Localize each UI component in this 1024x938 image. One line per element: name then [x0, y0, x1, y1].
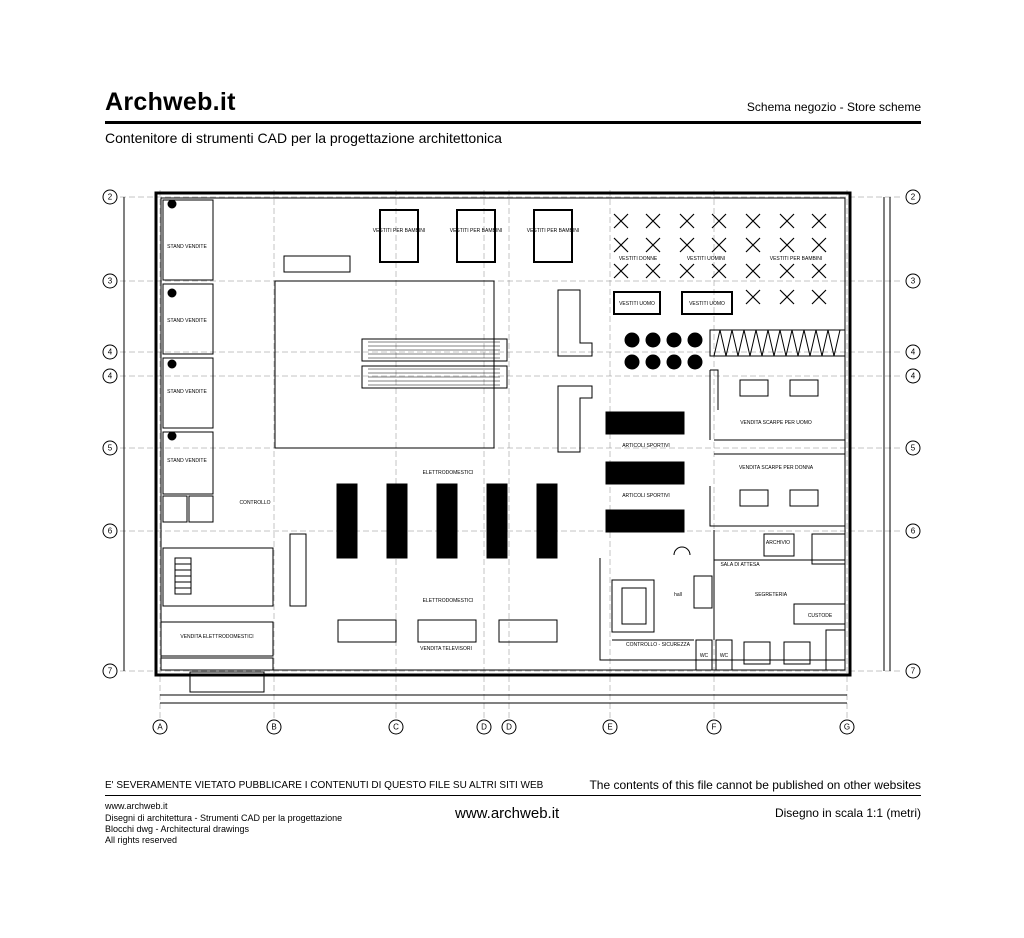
- room-label: ARTICOLI SPORTIVI: [622, 493, 670, 499]
- room-label: ELETTRODOMESTICI: [422, 470, 474, 476]
- grid-row-label: 2: [910, 192, 916, 202]
- grid-col-label: G: [843, 722, 851, 732]
- grid-col-label: D: [481, 722, 487, 732]
- grid-col-label: B: [271, 722, 277, 732]
- grid-row-label: 3: [910, 276, 916, 286]
- footer-rule: [105, 795, 921, 796]
- room-label: CONTROLLO - SICUREZZA: [626, 642, 690, 648]
- copyright-warning-it: E' SEVERAMENTE VIETATO PUBBLICARE I CONTENUTI DI QUESTO FILE SU ALTRI SITI WEB: [105, 780, 544, 791]
- grid-col-label: E: [607, 722, 613, 732]
- footer-line: www.archweb.it: [105, 801, 168, 811]
- room-label: VESTITI PER BAMBINI: [769, 256, 823, 262]
- grid-row-label: 2: [107, 192, 113, 202]
- room-label: STAND VENDITE: [167, 318, 207, 324]
- grid-col-label: A: [157, 722, 163, 732]
- room-label: SALA DI ATTESA: [720, 562, 760, 568]
- room-label: WC: [699, 653, 709, 659]
- grid-row-label: 7: [107, 666, 113, 676]
- grid-row-label: 4: [107, 347, 113, 357]
- subtitle: Contenitore di strumenti CAD per la progettazione architettonica: [105, 130, 502, 146]
- footer-line: Disegni di architettura - Strumenti CAD per la progettazione: [105, 813, 343, 823]
- room-label: STAND VENDITE: [167, 389, 207, 395]
- room-label: STAND VENDITE: [167, 458, 207, 464]
- grid-row-label: 4: [107, 371, 113, 381]
- grid-row-label: 6: [910, 526, 916, 536]
- room-label: hall: [674, 592, 682, 598]
- grid-row-label: 3: [107, 276, 113, 286]
- room-label: SEGRETERIA: [754, 592, 788, 598]
- grid-row-label: 4: [910, 347, 916, 357]
- room-label: VESTITI PER BAMBINI: [449, 228, 503, 234]
- footer-line: Blocchi dwg - Architectural drawings: [105, 824, 250, 834]
- room-label: CONTROLLO: [239, 500, 271, 506]
- drawing-scale: Disegno in scala 1:1 (metri): [774, 806, 921, 820]
- brand-logo: Archweb.it: [105, 88, 236, 116]
- room-label: VENDITA SCARPE PER UOMO: [740, 420, 812, 426]
- room-label: VESTITI UOMO: [689, 301, 725, 307]
- grid-row-label: 5: [910, 443, 916, 453]
- room-label: ARTICOLI SPORTIVI: [622, 443, 670, 449]
- grid-row-label: 4: [910, 371, 916, 381]
- room-label: WC: [719, 653, 729, 659]
- copyright-warning-en: The contents of this file cannot be published on other websites: [589, 778, 921, 792]
- drawing-title: Schema negozio - Store scheme: [746, 100, 921, 114]
- room-label: VENDITA TELEVISORI: [420, 646, 472, 652]
- room-label: VENDITA SCARPE PER DONNA: [738, 465, 814, 471]
- room-label: VESTITI PER BAMBINI: [526, 228, 580, 234]
- room-label: VESTITI DONNE: [618, 256, 658, 262]
- room-label: ARCHIVIO: [765, 540, 791, 546]
- footer-line: All rights reserved: [105, 835, 178, 845]
- room-label: VESTITI PER BAMBINI: [372, 228, 426, 234]
- grid-row-label: 7: [910, 666, 916, 676]
- room-label: VENDITA ELETTRODOMESTICI: [180, 634, 254, 640]
- room-label: ELETTRODOMESTICI: [422, 598, 474, 604]
- footer-url: www.archweb.it: [455, 805, 560, 822]
- grid-row-label: 6: [107, 526, 113, 536]
- room-label: VESTITI UOMO: [619, 301, 655, 307]
- grid-row-label: 5: [107, 443, 113, 453]
- grid-col-label: D: [506, 722, 512, 732]
- room-label: VESTITI UOMINI: [686, 256, 726, 262]
- room-label: CUSTODE: [807, 613, 833, 619]
- grid-col-label: F: [711, 722, 717, 732]
- room-label: STAND VENDITE: [167, 244, 207, 250]
- grid-col-label: C: [393, 722, 399, 732]
